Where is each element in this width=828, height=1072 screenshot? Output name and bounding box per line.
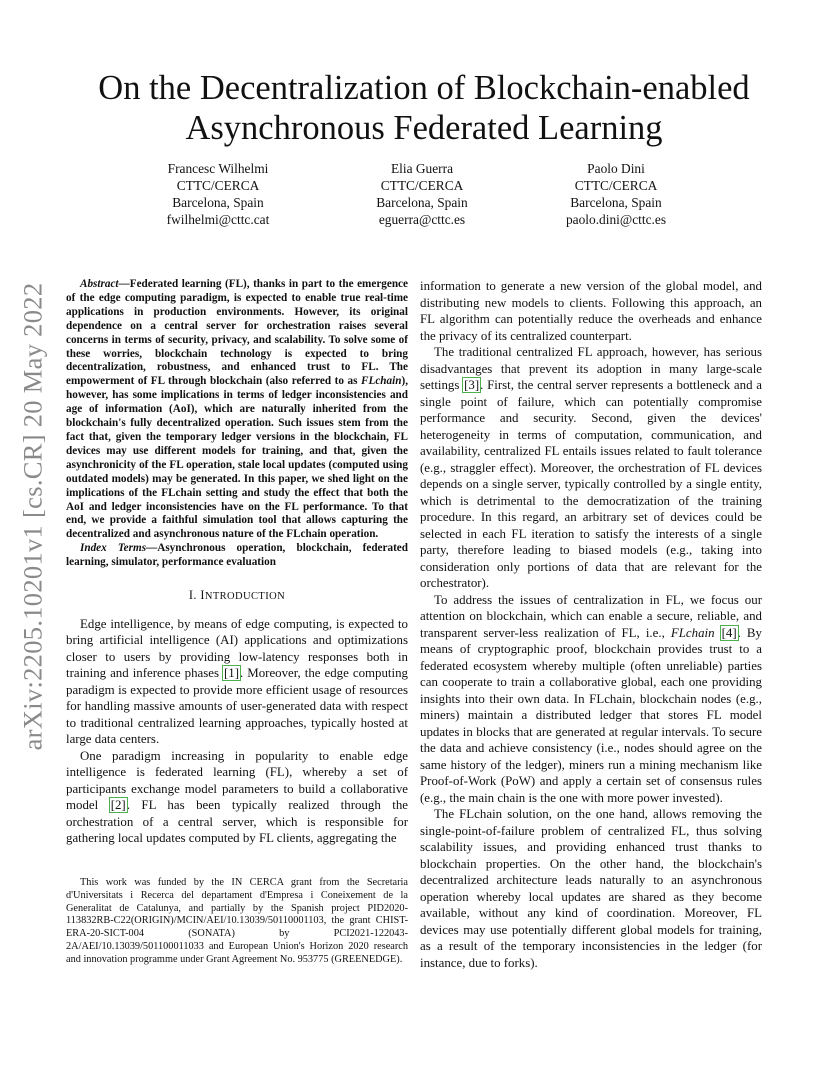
- author-1: [118, 160, 318, 228]
- section-heading-introduction: I. INTRODUCTION: [188, 588, 286, 603]
- intro-paragraph-6: The FLchain solution, on the one hand, allows removing the single-point-of-failure problem of centralized FL, thus solving scalability issues, and providing enhanced trust thanks to blockchain properties. On the other hand, the blockchain's decentralized architecture leads naturally to an asynchronous operation whereby local updates are shared as they become available, without any kind of coordination. Moreover, FL devices may use potentially different global models for training, as a result of the temporary inconsistencies in the ledger (for instance, due to forks).: [420, 807, 762, 970]
- left-column: [66, 278, 408, 847]
- paper-title: On the Decentralization of Blockchain-enabled Asynchronous Federated Learning: [98, 69, 750, 147]
- author-email: eguerra@cttc.es: [378, 212, 466, 227]
- intro-paragraph-1: Edge intelligence, by means of edge computing, is expected to bring artificial intelligence (AI) applications and optimizations closer to users by providing low-latency responses both in training and inference phases [1]. Moreover, the edge computing paradigm is expected to provide more efficient usage of resources for handling massive amounts of user-generated data with respect to traditional centralized learning approaches, typically hosted at large data centers.: [66, 616, 408, 747]
- citation-link[interactable]: [2]: [110, 798, 126, 813]
- author-2: [322, 160, 522, 228]
- flchain-term: FLchain: [670, 625, 715, 640]
- abstract: Abstract—Federated learning (FL), thanks in part to the emergence of the edge computing paradigm, is expected to enable true real-time applications in production environments. However, its original dependence on a central server for orchestration raises several concerns in terms of security, privacy, and scalability. To solve some of these worries, blockchain technology is expected to bring decentralization, robustness, and enhanced trust to FL. The empowerment of FL through blockchain (also referred to as FLchain), however, has some implications in terms of ledger inconsistencies and age of information (AoI), which are naturally inherited from the blockchain's fully decentralized operation. Such issues stem from the fact that, given the temporary ledger versions in the blockchain, FL devices may use different models for training, and that, given the asynchronicity of the FL operation, stale local updates (computed using outdated models) may be generated. In this paper, we shed light on the implications of the FLchain setting and study the effect that both the AoI and ledger inconsistencies have on the FL performance. To that end, we provide a faithful simulation tool that allows capturing the decentralized and asynchronous nature of the FLchain operation.: [66, 278, 408, 541]
- citation-link[interactable]: [1]: [224, 666, 240, 681]
- author-email: paolo.dini@cttc.es: [565, 212, 667, 227]
- arxiv-sidebar-stamp: [16, 274, 50, 758]
- funding-footnote: This work was funded by the IN CERCA grant from the Secretaria d'Universitats i Recerca del departament d'Empresa i Coneixement de la Generalitat de Catalunya, and partially by the Spanish project PID2020-113832RB-C22(ORIGIN)/MCIN/AEI/10.13039/50110001103, the grant CHIST-ERA-20-SICT-004 (SONATA) by PCI2021-122043-2A/AEI/10.13039/501100011033 and European Union's Horizon 2020 research and innovation programme under Grant Agreement No. 953775 (GREENEDGE).: [66, 877, 408, 965]
- intro-paragraph-5: To address the issues of centralization in FL, we focus our attention on blockchain, which can enable a secure, reliable, and transparent server-less realization of FL, i.e., FLchain [4]. By means of cryptographic proof, blockchain provides trust to a federated ecosystem whereby multiple (often unreliable) parties can cooperate to train a collaborative global, each one providing insights into their own data. In FLchain, blockchain nodes (e.g., miners) maintain a distributed ledger that stores FL model updates in blocks that are generated at regular intervals. To secure the data and achieve consistency (i.e., nodes should agree on the same history of the ledger), miners run a mining mechanism like Proof-of-Work (PoW) and apply a certain set of consensus rules (e.g., the main chain is the one with more power invested).: [420, 592, 762, 805]
- citation-link[interactable]: [4]: [721, 625, 737, 640]
- author-location: Barcelona, Spain: [570, 195, 662, 210]
- intro-paragraph-4: The traditional centralized FL approach, however, has serious disadvantages that prevent its adoption in many large-scale settings [3]. First, the central server represents a bottleneck and a single point of failure, which can potentially compromise performance and security. Second, given the devices' heterogeneity in terms of computation, communication, and availability, centralized FL entails issues related to fault tolerance (e.g., straggler effect). Moreover, the orchestration of FL devices depends on a single server, typically controlled by a single entity, which is detrimental to the democratization of the training procedure. In this regard, an arbitrary set of devices could be selected in each FL iteration to satisfy the interests of a single party, therefore leading to biased models (e.g., taking into consideration only portions of data that are relevant for the orchestrator).: [420, 345, 762, 590]
- author-affiliation: CTTC/CERCA: [574, 178, 658, 193]
- author-location: Barcelona, Spain: [376, 195, 468, 210]
- author-name: Elia Guerra: [390, 161, 454, 176]
- author-block: [118, 160, 728, 240]
- author-affiliation: CTTC/CERCA: [176, 178, 260, 193]
- intro-paragraph-2: One paradigm increasing in popularity to enable edge intelligence is federated learning (FL), whereby a set of participants exchange model parameters to build a collaborative model [2]. FL has been typically realized through the orchestration of a central server, which is responsible for gathering local updates computed by FL clients, aggregating the: [66, 748, 408, 846]
- abstract-label: Abstract: [80, 278, 119, 290]
- arxiv-id-text: arXiv:2205.10201v1 [cs.CR] 20 May 2022: [17, 282, 48, 750]
- author-affiliation: CTTC/CERCA: [380, 178, 464, 193]
- author-name: Paolo Dini: [587, 161, 645, 176]
- abstract-term: FLchain: [361, 375, 402, 388]
- author-3: [516, 160, 716, 228]
- citation-link[interactable]: [3]: [464, 378, 480, 392]
- author-name: Francesc Wilhelmi: [167, 161, 269, 176]
- index-terms: Index Terms—Asynchronous operation, blockchain, federated learning, simulator, performance evaluation: [66, 542, 408, 569]
- intro-paragraph-3: information to generate a new version of the global model, and distributing new models to clients. Following this approach, an FL algorithm can potentially reduce the overheads and enhance the privacy of its centralized counterpart.: [420, 279, 762, 343]
- index-terms-label: Index Terms: [80, 542, 147, 555]
- author-email: fwilhelmi@cttc.cat: [166, 212, 270, 227]
- right-column: [420, 278, 762, 971]
- author-location: Barcelona, Spain: [172, 195, 264, 210]
